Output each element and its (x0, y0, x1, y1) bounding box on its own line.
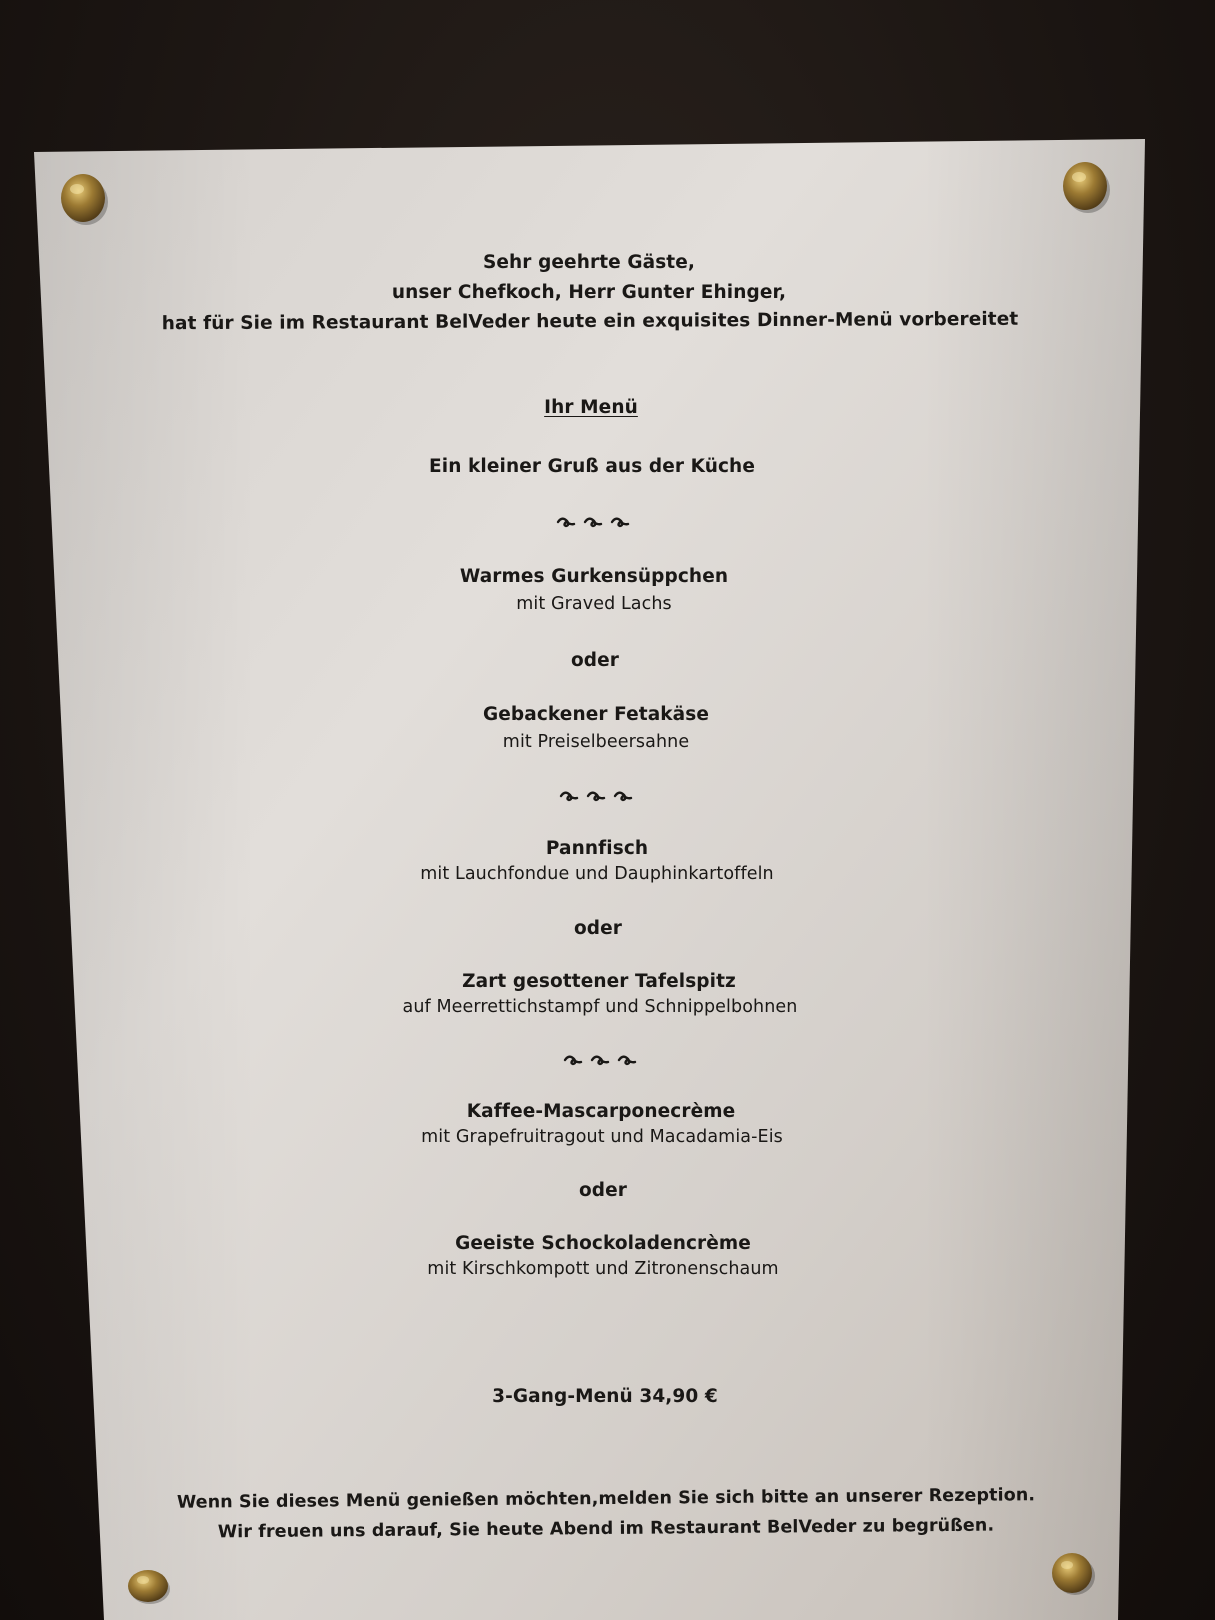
starter-a-desc: mit Graved Lachs (516, 594, 672, 614)
ornament-divider-icon (557, 787, 637, 807)
brass-pin-icon (58, 172, 108, 226)
main-a-desc: mit Lauchfondue und Dauphinkartoffeln (420, 864, 774, 884)
brass-pin-icon (126, 1567, 172, 1607)
dessert-b-title: Geeiste Schockoladencrème (455, 1233, 751, 1254)
main-b-title: Zart gesottener Tafelspitz (462, 971, 736, 992)
menu-price: 3-Gang-Menü 34,90 € (492, 1386, 718, 1407)
brass-pin-icon (1061, 160, 1111, 214)
greeting-line-2: unser Chefkoch, Herr Gunter Ehinger, (391, 282, 787, 303)
or-divider-3: oder (578, 1180, 628, 1201)
or-divider-1: oder (570, 650, 620, 671)
dessert-b-desc: mit Kirschkompott und Zitronenschaum (427, 1259, 779, 1279)
main-b-desc: auf Meerrettichstampf und Schnippelbohnen (402, 997, 798, 1017)
footer-line-2: Wir freuen uns darauf, Sie heute Abend im Restaurant BelVeder zu begrüßen. (217, 1515, 995, 1543)
or-divider-2: oder (573, 918, 623, 939)
dessert-a-desc: mit Grapefruitragout und Macadamia-Eis (421, 1127, 783, 1147)
ornament-divider-icon (561, 1051, 641, 1071)
starter-b-title: Gebackener Fetakäse (482, 704, 710, 725)
footer-line-1: Wenn Sie dieses Menü genießen möchten,melden Sie sich bitte an unserer Rezeption. (176, 1485, 1036, 1513)
brass-pin-icon (1050, 1551, 1096, 1597)
menu-heading: Ihr Menü (544, 397, 638, 418)
starter-b-desc: mit Preiselbeersahne (502, 732, 690, 752)
main-a-title: Pannfisch (545, 838, 649, 859)
starter-a-title: Warmes Gurkensüppchen (459, 566, 729, 587)
amuse-bouche: Ein kleiner Gruß aus der Küche (429, 456, 755, 477)
greeting-line-1: Sehr geehrte Gäste, (482, 252, 696, 273)
dessert-a-title: Kaffee-Mascarponecrème (466, 1101, 736, 1122)
ornament-divider-icon (554, 513, 634, 533)
greeting-line-3: hat für Sie im Restaurant BelVeder heute ein exquisites Dinner-Menü vorbereitet (161, 308, 1019, 335)
